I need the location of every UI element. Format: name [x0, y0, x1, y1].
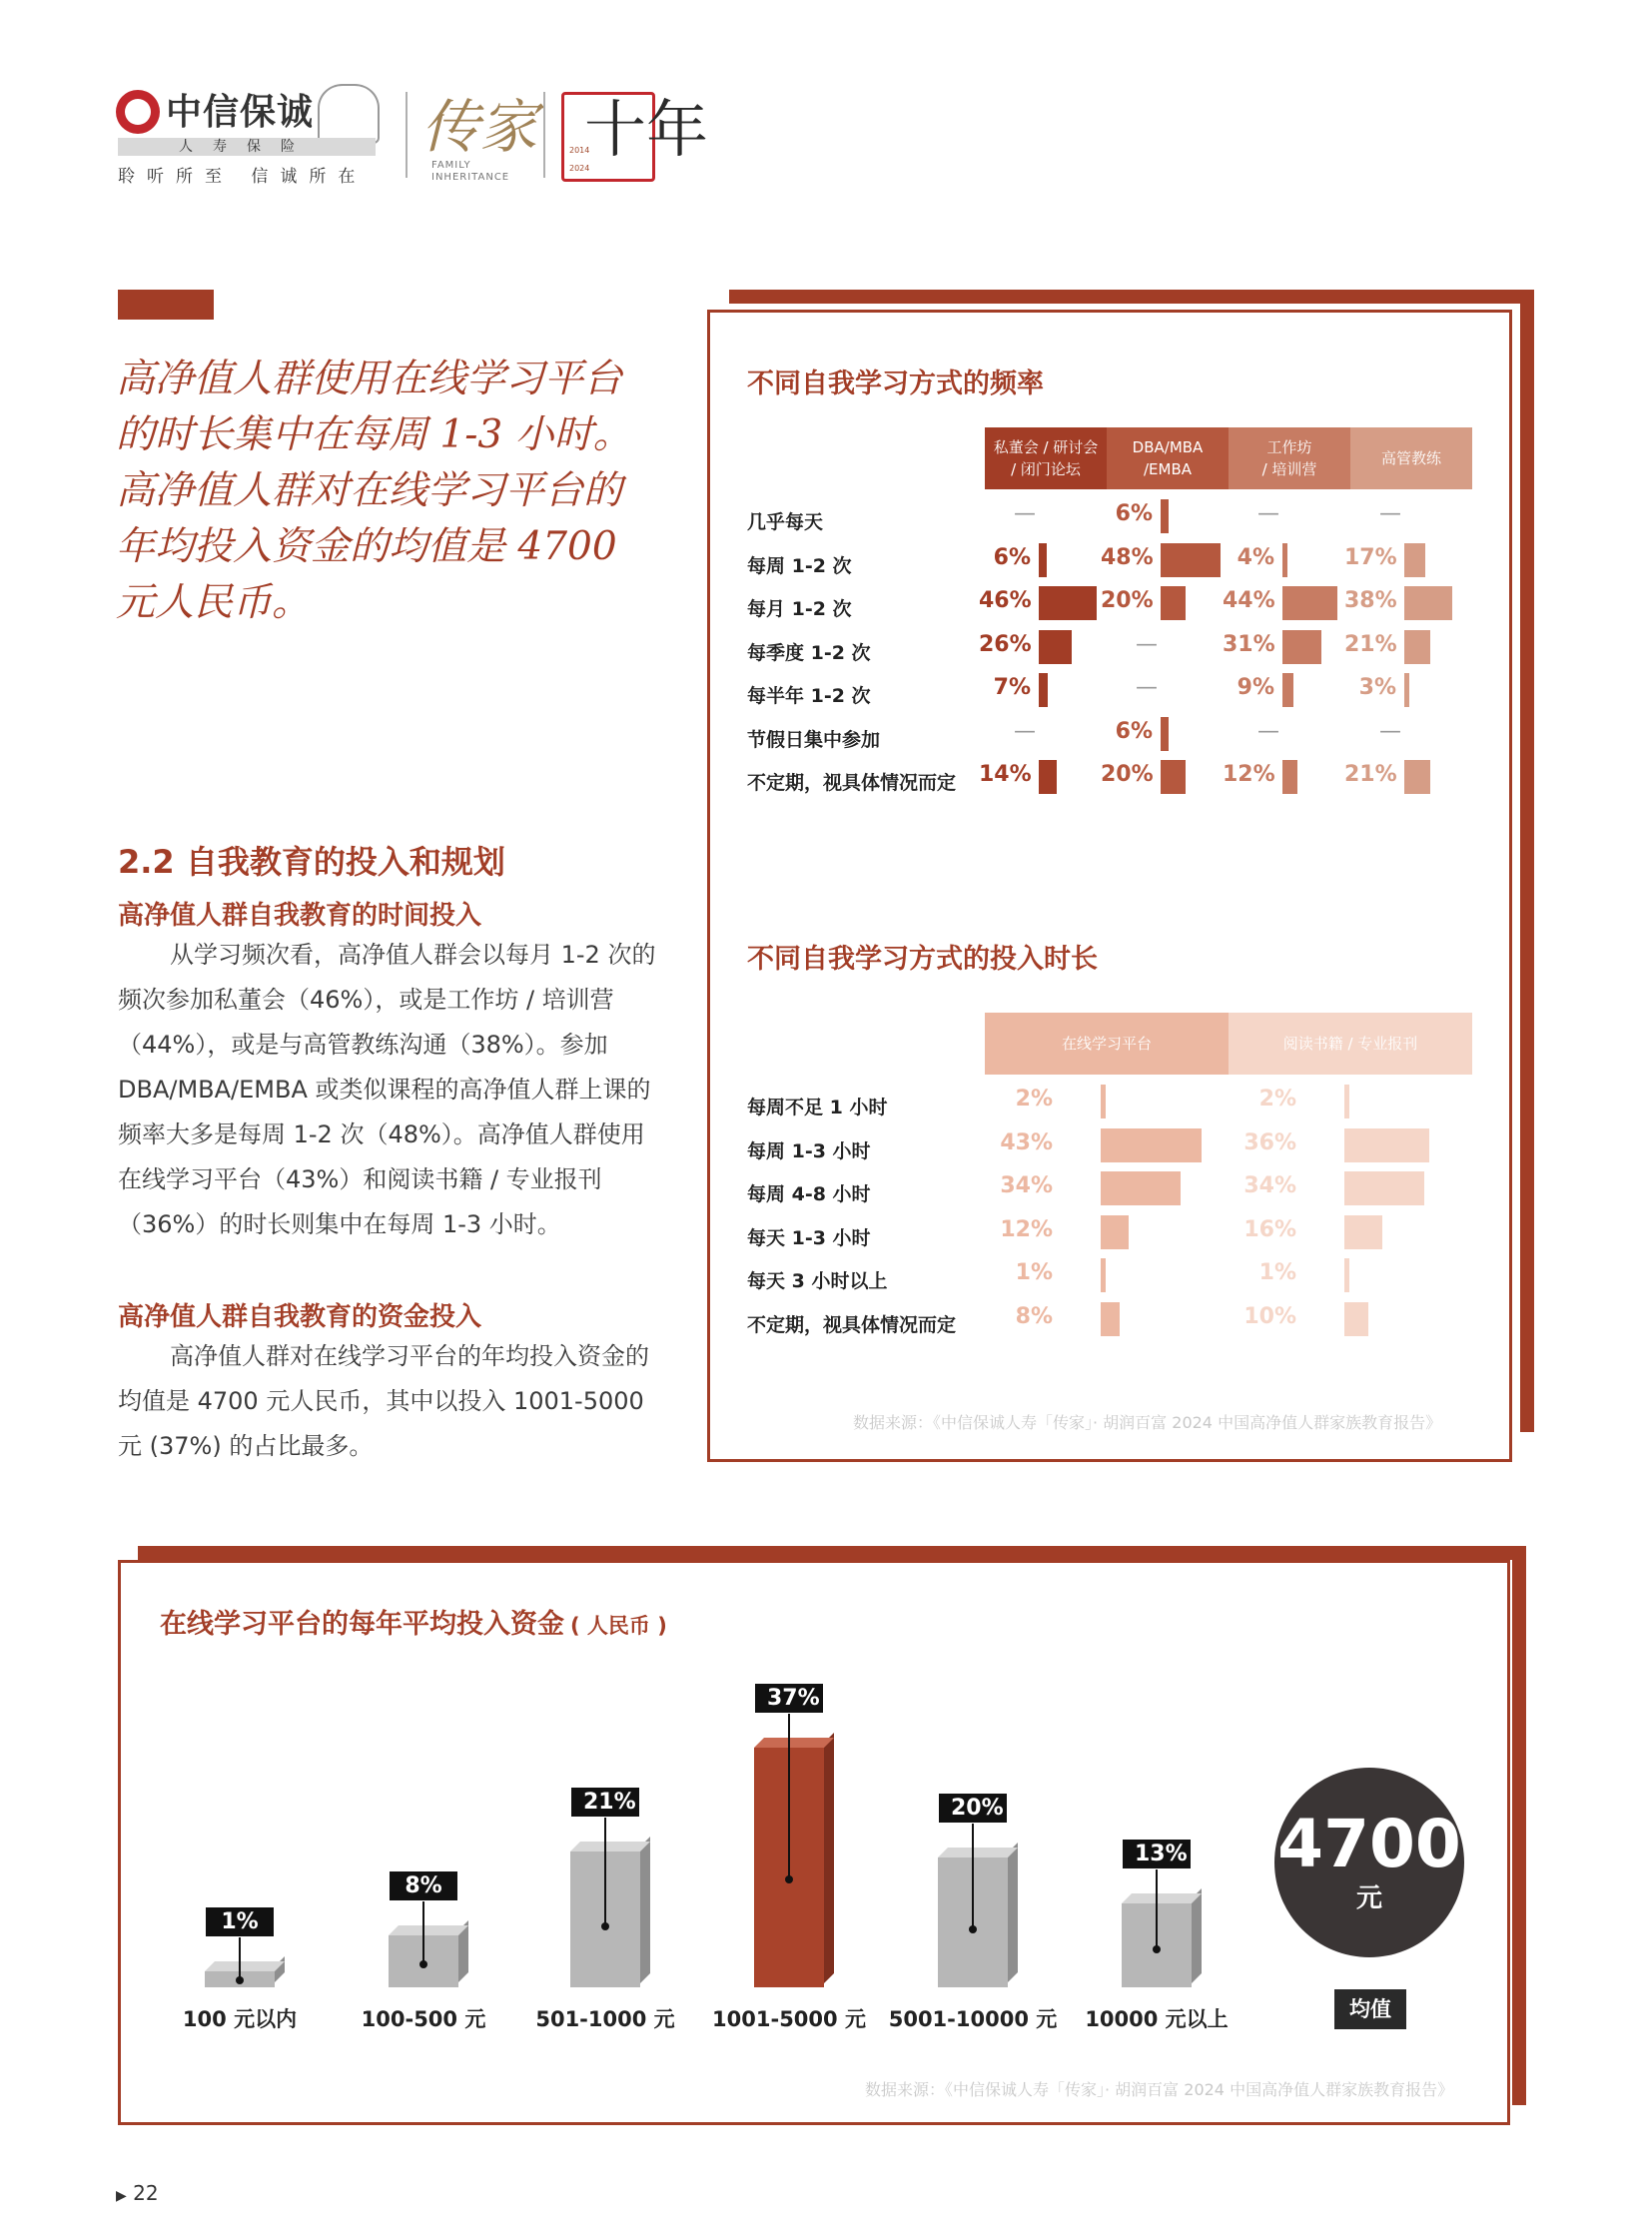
freq-row-label: 每半年 1-2 次 [747, 685, 871, 707]
panel-shadow [1520, 290, 1534, 1432]
freq-value-label: 21% [1344, 631, 1397, 657]
investment-leader-dot [1153, 1945, 1161, 1953]
investment-bar-top [938, 1848, 1018, 1858]
duration-bar [1101, 1258, 1106, 1292]
investment-leader-dot [419, 1960, 427, 1968]
freq-value-label: 14% [979, 762, 1032, 787]
investment-leader-line [422, 1901, 424, 1964]
investment-bar-side [1008, 1843, 1018, 1982]
investment-bar-top [1122, 1893, 1202, 1903]
investment-category-label: 1001-5000 元 [712, 2007, 866, 2031]
investment-category-label: 5001-10000 元 [888, 2007, 1058, 2031]
freq-bar [1282, 543, 1287, 577]
freq-column-header: 高管教练 [1350, 427, 1472, 489]
duration-bar [1344, 1215, 1382, 1249]
duration-bar [1101, 1302, 1120, 1336]
freq-bar [1282, 630, 1321, 664]
freq-value-label: 38% [1344, 588, 1397, 613]
freq-value-label: 3% [1358, 675, 1396, 700]
freq-row-label: 每月 1-2 次 [747, 598, 852, 620]
duration-row-label: 每天 1-3 小时 [747, 1226, 871, 1249]
freq-column-header: DBA/MBA /EMBA [1107, 427, 1229, 489]
duration-row-label: 不定期，视具体情况而定 [747, 1313, 957, 1336]
investment-value-label: 13% [1123, 1840, 1191, 1868]
brand-slogan: 聆听所至 信诚所在 [118, 167, 368, 187]
duration-value-label: 36% [1243, 1129, 1296, 1155]
divider [406, 92, 408, 178]
freq-value-label: 17% [1344, 544, 1397, 570]
investment-value-label: 20% [939, 1794, 1007, 1823]
investment-category-label: 100-500 元 [361, 2007, 486, 2031]
freq-bar [1161, 717, 1169, 751]
investment-leader-line [1156, 1869, 1158, 1949]
brand-subtitle: 人寿保险 [179, 139, 315, 155]
duration-bar [1344, 1258, 1349, 1292]
freq-bar [1161, 760, 1186, 794]
duration-bar [1344, 1171, 1424, 1205]
freq-bar [1039, 543, 1047, 577]
investment-value-label: 21% [571, 1788, 639, 1817]
headline-quote: 高净值人群使用在线学习平台的时长集中在每周 1-3 小时。高净值人群对在线学习平台的年均投入资金的均值是 4700 元人民币。 [116, 357, 632, 625]
investment-leader-line [972, 1824, 974, 1929]
investment-chart-title: 在线学习平台的每年平均投入资金 ( 人民币 ) [160, 1609, 667, 1640]
duration-value-label: 2% [1258, 1087, 1296, 1112]
duration-row-label: 每周不足 1 小时 [747, 1097, 888, 1118]
freq-value-label: 7% [993, 675, 1031, 700]
investment-leader-dot [236, 1976, 244, 1984]
freq-bar [1404, 543, 1425, 577]
duration-chart-title: 不同自我学习方式的投入时长 [747, 944, 1098, 975]
duration-row-label: 每周 4-8 小时 [747, 1183, 871, 1205]
page-number: ▶ 22 [116, 2181, 159, 2205]
freq-chart-title: 不同自我学习方式的频率 [747, 369, 1044, 399]
subsection-title-money: 高净值人群自我教育的资金投入 [118, 1302, 482, 1332]
duration-value-label: 10% [1243, 1303, 1296, 1329]
duration-row-label: 每周 1-3 小时 [747, 1139, 871, 1162]
freq-value-label: 26% [979, 631, 1032, 657]
average-circle [1274, 1768, 1464, 1957]
freq-empty-cell: — [1014, 718, 1036, 744]
freq-value-label: 20% [1101, 762, 1154, 787]
freq-empty-cell: — [1136, 631, 1158, 657]
investment-category-label: 100 元以内 [182, 2007, 298, 2031]
freq-bar [1282, 760, 1297, 794]
investment-bar-top [570, 1842, 650, 1852]
freq-value-label: 9% [1237, 675, 1274, 700]
family-inheritance-text: FAMILY INHERITANCE [431, 160, 510, 183]
statue-logo-icon [318, 84, 380, 144]
freq-bar [1161, 543, 1221, 577]
duration-value-label: 2% [1015, 1087, 1053, 1112]
investment-leader-line [239, 1937, 241, 1980]
freq-value-label: 20% [1101, 588, 1154, 613]
duration-value-label: 43% [1000, 1129, 1053, 1155]
bottom-panel-shadow [1512, 1546, 1526, 2105]
subsection-title-time: 高净值人群自我教育的时间投入 [118, 901, 482, 931]
freq-value-label: 4% [1237, 544, 1274, 570]
freq-value-label: 31% [1223, 631, 1275, 657]
duration-value-label: 12% [1000, 1216, 1053, 1242]
freq-row-label: 每季度 1-2 次 [747, 641, 871, 664]
duration-bar [1344, 1085, 1349, 1118]
freq-empty-cell: — [1379, 501, 1401, 526]
duration-value-label: 16% [1243, 1216, 1296, 1242]
freq-empty-cell: — [1379, 718, 1401, 744]
freq-value-label: 6% [1115, 718, 1153, 744]
freq-bar [1404, 760, 1430, 794]
investment-leader-dot [969, 1925, 977, 1933]
paragraph-money: 高净值人群对在线学习平台的年均投入资金的均值是 4700 元人民币，其中以投入 1001-5000 元 (37%) 的占比最多。 [118, 1342, 649, 1460]
divider [543, 92, 545, 178]
anniversary-years: 2014 2024 [569, 146, 590, 173]
investment-bar-top [389, 1925, 468, 1935]
citic-logo-icon [116, 90, 160, 134]
freq-bar [1039, 586, 1097, 620]
brand-name: 中信保诚 [166, 92, 315, 133]
freq-bar [1039, 630, 1072, 664]
duration-value-label: 34% [1000, 1173, 1053, 1198]
freq-row-label: 不定期，视具体情况而定 [747, 772, 957, 794]
freq-value-label: 21% [1344, 762, 1397, 787]
average-unit: 元 [1355, 1883, 1382, 1913]
chuanjia-logo: 传家 [421, 93, 538, 161]
investment-value-label: 8% [390, 1871, 457, 1900]
duration-value-label: 34% [1243, 1173, 1296, 1198]
duration-bar [1101, 1171, 1181, 1205]
section-title: 2.2 自我教育的投入和规划 [118, 843, 505, 881]
investment-leader-line [604, 1818, 606, 1926]
freq-bar [1161, 586, 1186, 620]
freq-row-label: 几乎每天 [747, 511, 824, 533]
freq-bar [1282, 673, 1293, 707]
duration-row-label: 每天 3 小时以上 [747, 1270, 888, 1292]
investment-bar-side [640, 1837, 650, 1983]
duration-bar [1101, 1215, 1129, 1249]
investment-bar-top [754, 1738, 834, 1748]
freq-bar [1039, 673, 1048, 707]
average-label: 均值 [1334, 1989, 1406, 2029]
freq-bar [1161, 499, 1169, 533]
freq-value-label: 6% [993, 544, 1031, 570]
investment-leader-dot [785, 1875, 793, 1883]
investment-bar-side [824, 1733, 834, 1983]
data-source-right: 数据来源：《中信保诚人寿「传家」· 胡润百富 2024 中国高净值人群家族教育报告》 [853, 1413, 1442, 1432]
duration-value-label: 1% [1258, 1260, 1296, 1285]
duration-bar [1101, 1128, 1202, 1162]
data-source-bottom: 数据来源：《中信保诚人寿「传家」· 胡润百富 2024 中国高净值人群家族教育报告》 [865, 2080, 1454, 2099]
accent-bar [118, 290, 214, 320]
investment-value-label: 37% [755, 1684, 823, 1713]
freq-empty-cell: — [1257, 501, 1279, 526]
freq-empty-cell: — [1136, 675, 1158, 700]
paragraph-time: 从学习频次看，高净值人群会以每月 1-2 次的频次参加私董会（46%），或是工作坊 / 培训营（44%），或是与高管教练沟通（38%）。参加 DBA/MBA/EMBA 或类似课程的高净值人群上课的频率大多是每周 1-2 次（48%）。高净值人群使用在线学习平台（43%）和阅读书籍 / 专业报刊（36%）的时长则集中在每周 1-3 小时。 [118, 941, 656, 1238]
freq-value-label: 12% [1223, 762, 1275, 787]
duration-bar [1344, 1302, 1368, 1336]
duration-bar [1101, 1085, 1106, 1118]
duration-value-label: 8% [1015, 1303, 1053, 1329]
freq-row-label: 节假日集中参加 [747, 728, 881, 751]
freq-bar [1404, 586, 1452, 620]
bottom-panel-shadow [138, 1546, 1526, 1560]
investment-category-label: 10000 元以上 [1085, 2007, 1229, 2031]
investment-bar-side [1192, 1888, 1202, 1983]
investment-value-label: 1% [206, 1907, 274, 1936]
investment-bar-top [205, 1961, 285, 1971]
freq-row-label: 每周 1-2 次 [747, 554, 852, 577]
investment-category-label: 501-1000 元 [535, 2007, 675, 2031]
freq-empty-cell: — [1014, 501, 1036, 526]
panel-shadow [729, 290, 1534, 304]
freq-bar [1404, 673, 1409, 707]
duration-value-label: 1% [1015, 1260, 1053, 1285]
duration-column-header: 阅读书籍 / 专业报刊 [1229, 1013, 1472, 1075]
freq-bar [1282, 586, 1337, 620]
duration-column-header: 在线学习平台 [985, 1013, 1229, 1075]
investment-leader-dot [601, 1922, 609, 1930]
duration-bar [1344, 1128, 1429, 1162]
average-value: 4700 [1277, 1806, 1461, 1882]
freq-column-header: 工作坊 / 培训营 [1229, 427, 1350, 489]
freq-value-label: 44% [1223, 588, 1275, 613]
tenth-anniversary-logo: 十年 [584, 93, 709, 166]
freq-empty-cell: — [1257, 718, 1279, 744]
freq-value-label: 46% [979, 588, 1032, 613]
investment-leader-line [788, 1714, 790, 1879]
freq-value-label: 6% [1115, 501, 1153, 526]
freq-bar [1404, 630, 1430, 664]
freq-column-header: 私董会 / 研讨会 / 闭门论坛 [985, 427, 1107, 489]
freq-bar [1039, 760, 1057, 794]
freq-value-label: 48% [1101, 544, 1154, 570]
